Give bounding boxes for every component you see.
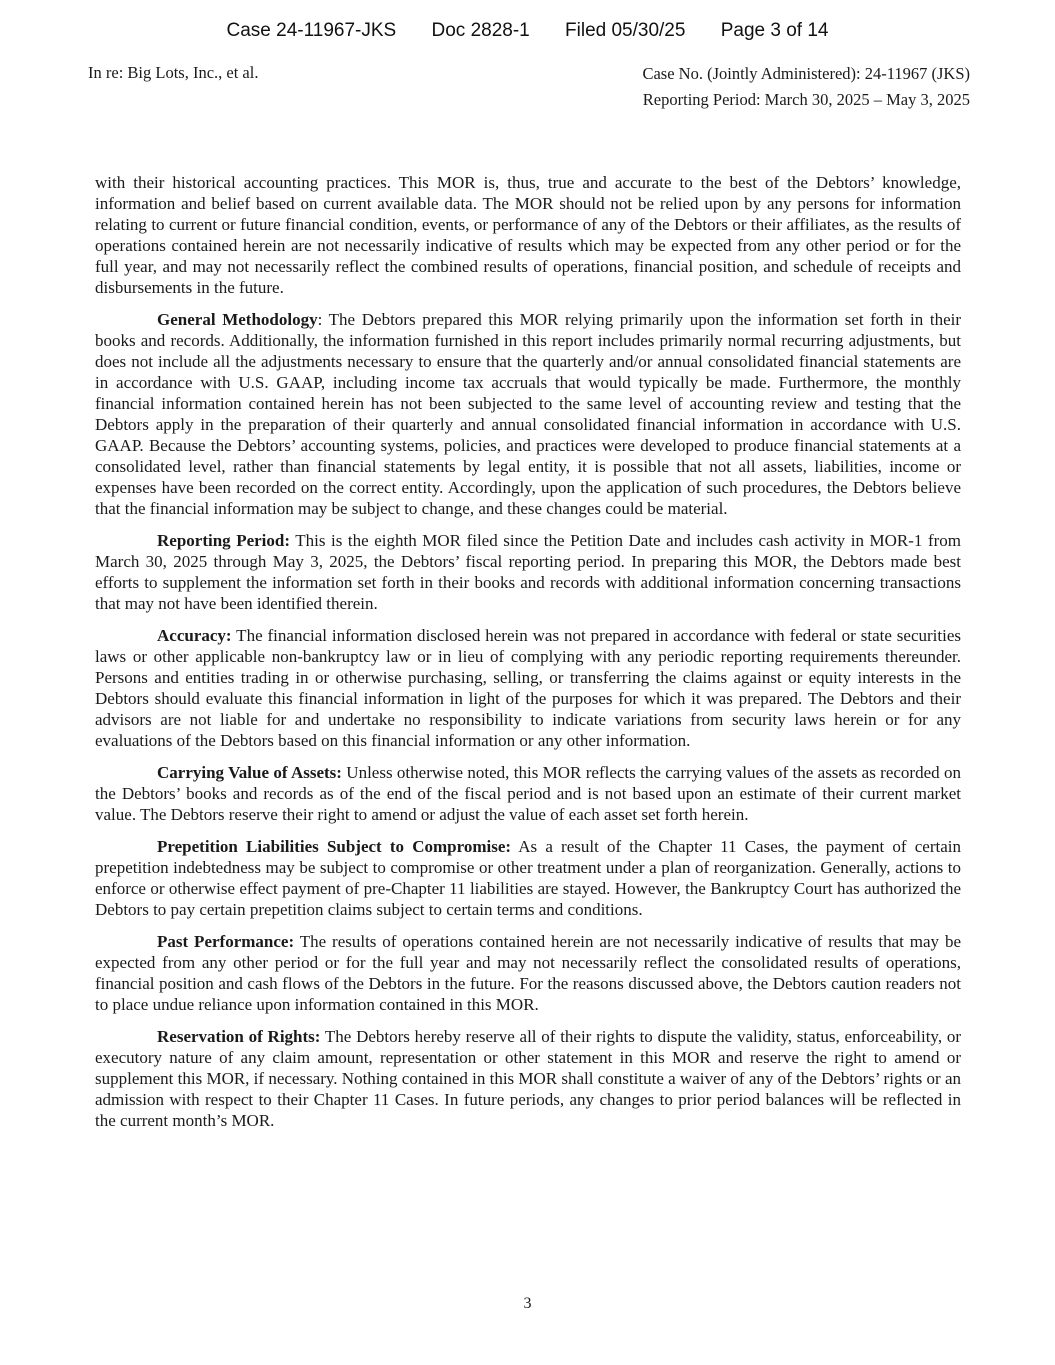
- paragraph-text: : The Debtors prepared this MOR relying primarily upon the information set forth in their books and records. Additionally, the information furnished in this report includes primarily normal recurring adjustments, but does not include all the adjustments necessary to ensure that the quarterly and/or annual consolidated financial statements are in accordance with U.S. GAAP, including income tax accruals that would typically be made. Furthermore, the monthly financial information contained herein has not been subjected to the same level of accounting review and testing that the Debtors apply in the preparation of their quarterly and annual consolidated financial information in accordance with U.S. GAAP. Because the Debtors’ accounting systems, policies, and practices were developed to produce financial statements at a consolidated level, rather than financial statements by legal entity, it is possible that not all assets, liabilities, income or expenses have been recorded on the correct entity. Accordingly, upon the application of such procedures, the Debtors believe that the financial information may be subject to change, and these changes could be material.: [95, 310, 962, 518]
- paragraph-heading: Carrying Value of Assets:: [157, 763, 342, 782]
- paragraph: [95, 309, 961, 519]
- paragraph-heading: General Methodology: [157, 310, 318, 329]
- paragraph-heading: Reservation of Rights:: [157, 1027, 321, 1046]
- paragraph-text: The Debtors hereby reserve all of their rights to dispute the validity, status, enforceability, or executory nature of any claim amount, representation or other statement in this MOR and reserve the right to amend or supplement this MOR, if necessary. Nothing contained in this MOR shall constitute a waiver of any of the Debtors’ rights or an admission with respect to their Chapter 11 Cases. In future periods, any changes to prior period balances will be reflected in the current month’s MOR.: [95, 1027, 962, 1130]
- paragraph-heading: Reporting Period:: [157, 531, 291, 550]
- paragraph-heading: Prepetition Liabilities Subject to Compromise:: [157, 837, 512, 856]
- case-info-block: [642, 61, 970, 113]
- case-number: Case 24-11967-JKS: [226, 20, 397, 41]
- paragraph: [95, 762, 961, 825]
- paragraph: [95, 530, 961, 614]
- in-re-line: In re: Big Lots, Inc., et al.: [88, 63, 259, 82]
- paragraph: [95, 1026, 961, 1131]
- doc-number: Doc 2828-1: [431, 20, 530, 41]
- paragraph: [95, 625, 961, 751]
- paragraph: [95, 931, 961, 1015]
- paragraph-text: The results of operations contained herein are not necessarily indicative of results that may be expected from any other period or for the full year and may not necessarily reflect the consolidated results of operations, financial position and cash flows of the Debtors in the future. For the reasons discussed above, the Debtors caution readers not to place undue reliance upon information contained in this MOR.: [95, 932, 961, 1014]
- paragraph-text: with their historical accounting practices. This MOR is, thus, true and accurate to the best of the Debtors’ knowledge, information and belief based on current available data. The MOR should not be relied upon by any persons for information relating to current or future financial condition, events, or performance of any of the Debtors or their affiliates, as the results of operations contained herein are not necessarily indicative of results which may be expected from any other period or for the full year, and may not necessarily reflect the combined results of operations, financial position, and schedule of receipts and disbursements in the future.: [95, 173, 961, 297]
- page-indicator: Page 3 of 14: [720, 20, 829, 41]
- paragraph: [95, 836, 961, 920]
- court-filing-stamp: [0, 20, 1055, 42]
- case-no-line: Case No. (Jointly Administered): 24-11967 (JKS): [642, 64, 970, 83]
- paragraph-heading: Past Performance:: [157, 932, 295, 951]
- paragraph-heading: Accuracy:: [157, 626, 232, 645]
- reporting-period-line: Reporting Period: March 30, 2025 – May 3, 2025: [642, 90, 970, 109]
- document-body: [95, 172, 961, 1142]
- filed-date: Filed 05/30/25: [565, 20, 686, 41]
- case-caption: [88, 61, 970, 113]
- paragraph-text: Unless otherwise noted, this MOR reflects the carrying values of the assets as recorded on the Debtors’ books and records as of the end of the fiscal period and is not based upon an estimate of their current market value. The Debtors reserve their right to amend or adjust the value of each asset set forth herein.: [95, 763, 961, 824]
- paragraph-text: This is the eighth MOR filed since the Petition Date and includes cash activity in MOR-1 from March 30, 2025 through May 3, 2025, the Debtors’ fiscal reporting period. In preparing this MOR, the Debtors made best efforts to supplement the information set forth in their books and records with additional information concerning transactions that may not have been identified therein.: [95, 531, 961, 613]
- paragraph-text: As a result of the Chapter 11 Cases, the payment of certain prepetition indebtedness may be subject to compromise or other treatment under a plan of reorganization. Generally, actions to enforce or otherwise effect payment of pre-Chapter 11 liabilities are stayed. However, the Bankruptcy Court has authorized the Debtors to pay certain prepetition claims subject to certain terms and conditions.: [95, 837, 961, 919]
- page-number: 3: [523, 1295, 532, 1312]
- paragraph-text: The financial information disclosed herein was not prepared in accordance with federal or state securities laws or other applicable non-bankruptcy law or in lieu of complying with any periodic reporting requirements thereunder. Persons and entities trading in or otherwise purchasing, selling, or transferring the claims against or equity interests in the Debtors should evaluate this financial information in light of the purposes for which it was prepared. The Debtors and their advisors are not liable for and undertake no responsibility to indicate variations from security laws herein or for any evaluations of the Debtors based on this financial information or any other information.: [95, 626, 961, 750]
- paragraph: [95, 172, 961, 298]
